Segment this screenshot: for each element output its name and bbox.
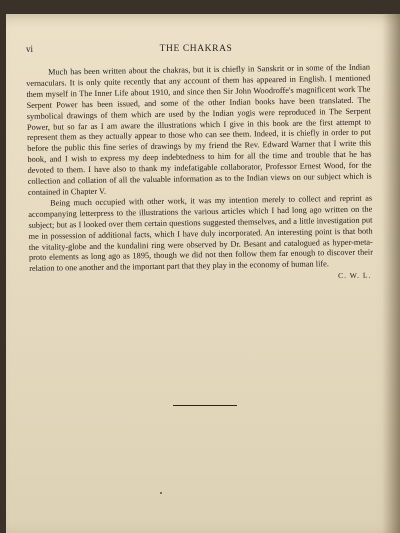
paragraph-1: Much has been written about the chakras, but it is chiefly in Sanskrit or in some of the Indian vernaculars. It is only quite recently that any account of them has appeared in English. I mentioned them myself in The Inner Life about 1910, and since then Sir John Woodroffe's magnificent work The Serpent Power has been issued, and some of the other Indian books have been translated. The symbolical drawings of them which are used by the Indian yogis were reproduced in The Serpent Power, but so far as I am aware the illustrations which I give in this book are the first attempt to represent them as they actually appear to those who can see them. Indeed, it is chiefly in order to put before the public this fine series of drawings by my friend the Rev. Edward Warner that I write this book, and I wish to express my deep indebtedness to him for all the time and trouble that he has devoted to them. I have also to thank my indefatigable collaborator, Professor Ernest Wood, for the collection and collation of all the valuable information as to the Indian views on our subject which is contained in Chapter V. bbox=[26, 62, 372, 197]
section-divider-rule bbox=[173, 405, 237, 406]
author-signature: C. W. L. bbox=[338, 270, 372, 281]
book-page bbox=[6, 14, 400, 533]
page-header bbox=[26, 44, 366, 58]
paragraph-2: Being much occupied with other work, it was my intention merely to collect and reprint as accompanying letterpress to the illustrations the various articles which I had long ago written on the subject; but as I looked over them certain questions suggested themselves, and a little investigation put me in possession of additional facts, which I have duly incorporated. An interesting point is that both the vitality-globe and the kundalini ring were observed by Dr. Besant and catalogued as hyper-meta-proto elements as long ago as 1895, though we did not then follow them far enough to discover their relation to one another and the important part that they play in the economy of human life. bbox=[28, 193, 374, 274]
running-title: THE CHAKRAS bbox=[159, 44, 233, 54]
page-number: vi bbox=[26, 44, 34, 54]
body-text bbox=[26, 63, 373, 288]
page-spine-shadow bbox=[382, 14, 400, 533]
paper-speck bbox=[160, 492, 162, 494]
